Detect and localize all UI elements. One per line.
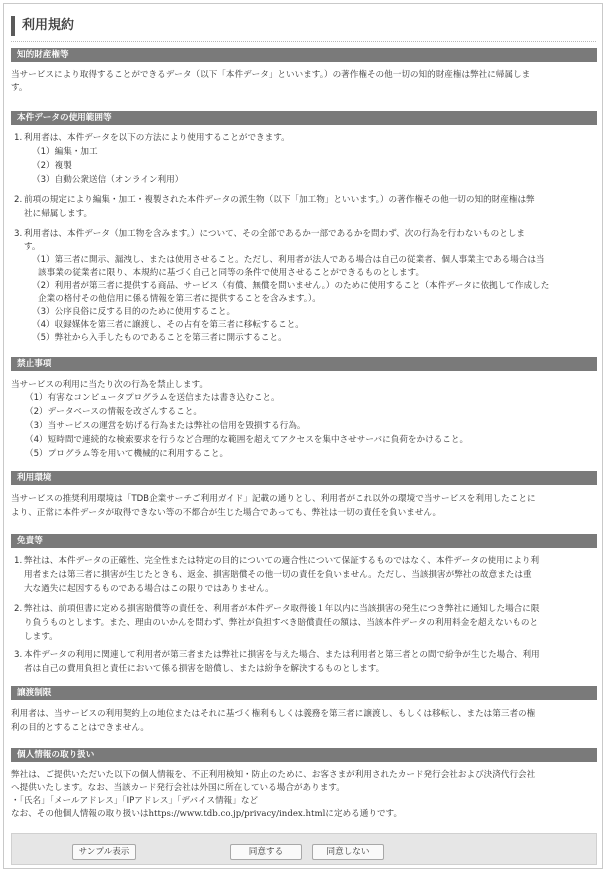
disclaimer-item-1-number: 1. <box>14 556 23 566</box>
transfer-text-line2: 利の目的とすることはできません。 <box>11 723 150 733</box>
section-heading-transfer: 譲渡制限 <box>11 686 597 700</box>
privacy-text-line4 <box>11 808 595 821</box>
usage-item-3-number: 3. <box>14 229 23 239</box>
disclaimer-item-1-line3: 大な過失に起因するものである場合はこの限りではありません。 <box>24 584 274 594</box>
disagree-button[interactable]: 同意しない <box>312 844 384 860</box>
privacy-policy-url: https://www.tdb.co.jp/privacy/index.html <box>148 809 326 819</box>
privacy-text-line2: へ提供いたします。なお、当該カード発行会社は外国に所在している場合があります。 <box>11 783 345 793</box>
section-heading-prohibited: 禁止事項 <box>11 357 597 371</box>
prohibited-intro: 当サービスの利用に当たり次の行為を禁止します。 <box>11 380 208 390</box>
usage-item-1-text: 利用者は、本件データを以下の方法により使用することができます。 <box>24 133 290 143</box>
usage-item-2-line1: 前項の規定により編集・加工・複製された本件データの派生物（以下「加工物」といいます。）の著作権その他一切の知的財産権は弊 <box>24 195 535 205</box>
section-heading-privacy: 個人情報の取り扱い <box>11 748 597 762</box>
usage-sub-3-5: （5）弊社から入手したものであることを第三者に開示すること。 <box>32 333 287 343</box>
env-text-line1: 当サービスの推奨利用環境は「TDB企業サーチご利用ガイド」記載の通りとし、利用者がこれ以外の環境で当サービスを利用したことに <box>11 494 536 504</box>
section-heading-usage: 本件データの使用範囲等 <box>11 111 597 125</box>
section-heading-ip: 知的財産権等 <box>11 48 597 62</box>
usage-sub-1-1: （1）編集・加工 <box>32 147 98 157</box>
usage-sub-1-3: （3）自動公衆送信（オンライン利用） <box>32 175 184 185</box>
usage-sub-3-2a: （2）利用者が第三者に提供する商品、サービス（有償、無償を問いません。）のために使用すること（本件データに依拠して作成した <box>32 281 550 291</box>
disclaimer-item-3-line1: 本件データの利用に関連して利用者が第三者または弊社に損害を与えた場合、または利用者と第三者との間で紛争が生じた場合、利用 <box>24 650 540 660</box>
ip-text-line1: 当サービスにより取得することができるデータ（以下「本件データ」といいます。）の著作権その他一切の知的財産権は弊社に帰属しま <box>11 70 531 80</box>
privacy-text-line1: 弊社は、ご提供いただいた以下の個人情報を、不正利用検知・防止のために、お客さまが利用されたカード発行会社および決済代行会社 <box>11 770 536 780</box>
usage-sub-1-2: （2）複製 <box>32 161 72 171</box>
ip-text-line2: す。 <box>11 83 28 93</box>
sample-view-button[interactable]: サンプル表示 <box>72 844 136 860</box>
prohibited-item-3: （3）当サービスの運営を妨げる行為または弊社の信用を毀損する行為。 <box>25 421 306 431</box>
usage-item-1-number: 1. <box>14 133 23 143</box>
section-heading-disclaimer: 免責等 <box>11 534 597 548</box>
agree-button[interactable]: 同意する <box>230 844 302 860</box>
usage-item-3-line2: す。 <box>24 242 41 252</box>
transfer-text-line1: 利用者は、当サービスの利用契約上の地位またはそれに基づく権利もしくは義務を第三者に譲渡し、もしくは移転し、または第三者の権 <box>11 709 536 719</box>
usage-item-3-line1: 利用者は、本件データ（加工物を含みます。）について、その全部であるか一部であるかを問わず、次の行為を行わないものとしま <box>24 229 526 239</box>
disclaimer-item-3-number: 3. <box>14 650 23 660</box>
disclaimer-item-1-line1: 弊社は、本件データの正確性、完全性または特定の目的についての適合性について保証するものではなく、本件データの使用により利 <box>24 556 540 566</box>
usage-item-2 <box>11 194 595 207</box>
disclaimer-item-2-line1: 弊社は、前項但書に定める損害賠償等の責任を、利用者が本件データ取得後１年以内に当該損害の発生につき弊社に通知した場合に限 <box>24 604 540 614</box>
terms-frame <box>3 3 603 869</box>
usage-sub-3-2b: 企業の格付その他信用に係る情報を第三者に提供することを含みます。）。 <box>38 294 321 304</box>
page-title: 利用規約 <box>11 16 74 36</box>
privacy-text-line3: ・「氏名」「メールアドレス」「IPアドレス」「デバイス情報」など <box>11 796 259 806</box>
usage-item-3 <box>11 228 595 241</box>
usage-item-2-line2: 社に帰属します。 <box>24 209 93 219</box>
section-heading-env: 利用環境 <box>11 471 597 485</box>
prohibited-item-1: （1）有害なコンピュータプログラムを送信または書き込むこと。 <box>25 393 280 403</box>
prohibited-item-4: （4）短時間で連続的な検索要求を行うなど合理的な範囲を超えてアクセスを集中させサーバに負荷をかけること。 <box>25 435 469 445</box>
privacy-text-prefix: なお、その他個人情報の取り扱いは <box>11 809 149 819</box>
disclaimer-item-2-line3: します。 <box>24 632 58 642</box>
disclaimer-item-3 <box>11 649 595 662</box>
privacy-text-suffix: に定める通りです。 <box>325 809 403 819</box>
usage-sub-3-1a: （1）第三者に開示、漏洩し、または使用させること。ただし、利用者が法人である場合は自己の従業者、個人事業主である場合は当 <box>32 255 545 265</box>
usage-sub-3-3: （3）公序良俗に反する目的のために使用すること。 <box>32 307 236 317</box>
disclaimer-item-2-number: 2. <box>14 604 23 614</box>
prohibited-item-2: （2）データベースの情報を改ざんすること。 <box>25 407 202 417</box>
disclaimer-item-2 <box>11 603 595 616</box>
title-area <box>11 12 596 42</box>
disclaimer-item-1 <box>11 555 595 568</box>
disclaimer-item-3-line2: 者は自己の費用負担と責任において係る損害を賠償し、または紛争を解決するものとします。 <box>24 664 385 674</box>
usage-item-2-number: 2. <box>14 195 23 205</box>
disclaimer-item-1-line2: 用者または第三者に損害が生じたときも、返金、損害賠償その他一切の責任を負いません。ただし、当該損害が弊社の故意または重 <box>24 570 532 580</box>
env-text-line2: より、正常に本件データが取得できない等の不都合が生じた場合であっても、弊社は一切の責任を負いません。 <box>11 508 442 518</box>
usage-sub-3-1b: 該事業の従業者に限り、本規約に基づく自己と同等の条件で使用させることができるものとします。 <box>38 268 425 278</box>
usage-sub-3-4: （4）収録媒体を第三者に譲渡し、その占有を第三者に移転すること。 <box>32 320 304 330</box>
disclaimer-item-2-line2: り負うものとします。また、理由のいかんを問わず、弊社が負担すべき賠償責任の額は、当該本件データの利用料金を超えないものと <box>24 618 539 628</box>
prohibited-item-5: （5）プログラム等を用いて機械的に利用すること。 <box>25 449 229 459</box>
usage-item-1 <box>11 132 595 145</box>
button-bar <box>11 833 597 865</box>
